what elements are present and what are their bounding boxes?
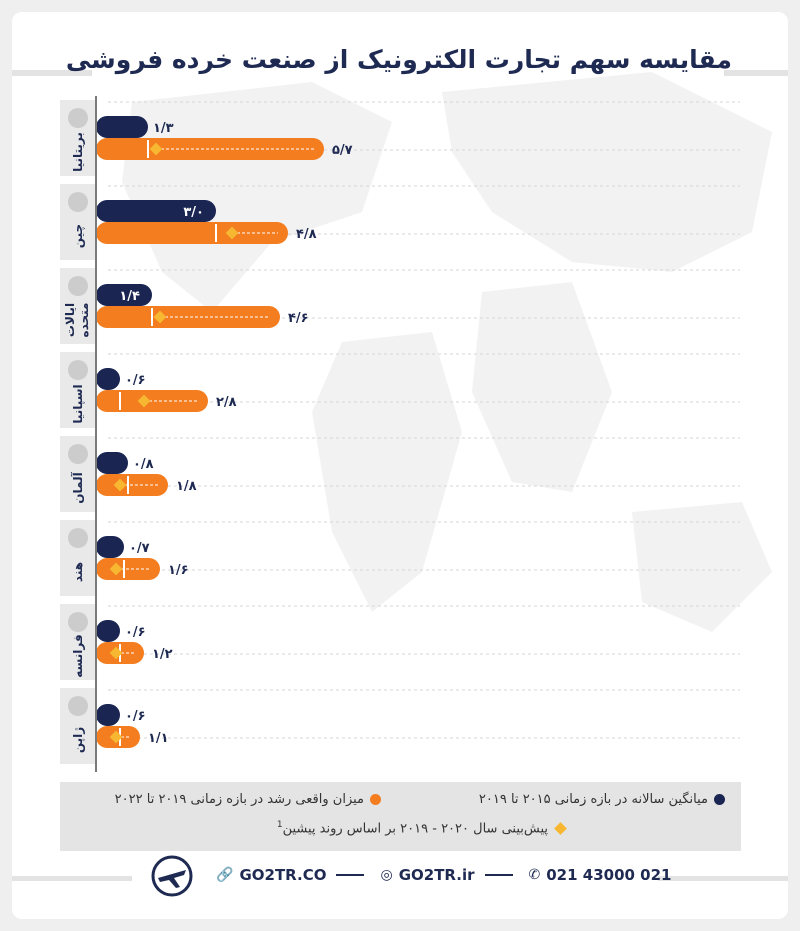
navy-bar-label: ۱/۳ [153, 121, 174, 136]
legend-item-actual-growth [115, 792, 381, 807]
infographic-card [12, 12, 788, 919]
link-icon: 🔗 [216, 867, 234, 883]
chart-title: مقایسه سهم تجارت الکترونیک از صنعت خرده فروشی [65, 45, 732, 74]
legend-label-actual-growth: میزان واقعی رشد در بازه زمانی ۲۰۱۹ تا ۲۰۲۲ [114, 792, 364, 807]
footer-contacts [210, 860, 672, 890]
orange-bar-label: ۴/۸ [296, 227, 317, 242]
navy-bar-label: ۰/۷ [129, 541, 150, 556]
orange-bar-label: ۴/۶ [288, 311, 309, 326]
china-flag-icon [68, 192, 88, 212]
footer-phone[interactable]: 021 43000 021 [546, 866, 672, 884]
legend-label-annual-average: میانگین سالانه در بازه زمانی ۲۰۱۵ تا ۲۰۱۹ [478, 792, 708, 807]
footer-site-ir[interactable]: GO2TR.ir [398, 866, 475, 884]
bar-chart [12, 12, 788, 782]
navy-bar-label: ۰/۶ [125, 625, 146, 640]
orange-bar-label: ۵/۷ [332, 143, 353, 158]
navy-bar [96, 452, 128, 474]
category-label: چین [71, 223, 85, 249]
navy-bar-label: ۱/۴ [119, 289, 140, 304]
orange-bar-label: ۱/۸ [176, 479, 197, 494]
orange-bar-label: ۱/۲ [152, 647, 173, 662]
orange-bar [96, 138, 324, 160]
legend-orange-dot [370, 794, 381, 805]
footer-site-co[interactable]: GO2TR.CO [239, 866, 327, 884]
japan-flag-icon [68, 696, 88, 716]
navy-bar [96, 116, 148, 138]
navy-bar [96, 620, 120, 642]
category-label: ژاپن [71, 726, 85, 754]
legend-forecast-diamond [554, 822, 567, 835]
category-label: بریتانیا [71, 132, 85, 172]
france-flag-icon [68, 612, 88, 632]
legend-navy-dot [714, 794, 725, 805]
india-flag-icon [68, 528, 88, 548]
legend-label-forecast: پیش‌بینی سال ۲۰۲۰ - ۲۰۱۹ بر اساس روند پیشین [282, 821, 548, 837]
category-label: آلمان [71, 472, 85, 504]
footer-separator [485, 874, 513, 876]
orange-bar-label: ۲/۸ [216, 395, 237, 410]
germany-flag-icon [68, 444, 88, 464]
legend-item-forecast [277, 820, 565, 836]
navy-bar-label: ۳/۰ [183, 205, 204, 220]
navy-bar-label: ۰/۶ [125, 709, 146, 724]
navy-bar [96, 368, 120, 390]
legend [60, 782, 741, 851]
orange-bar-label: ۱/۶ [168, 563, 189, 578]
orange-bar-label: ۱/۱ [148, 731, 169, 746]
uk-flag-icon [68, 108, 88, 128]
category-label: هند [71, 561, 85, 583]
navy-bar [96, 704, 120, 726]
usa-flag-icon [68, 276, 88, 296]
instagram-icon: ◎ [380, 867, 393, 883]
phone-icon: ✆ [528, 867, 541, 883]
category-label: فرانسه [71, 634, 85, 678]
spain-flag-icon [68, 360, 88, 380]
legend-item-annual-average [479, 792, 725, 807]
navy-bar-label: ۰/۶ [125, 373, 146, 388]
go2tr-logo-icon [150, 854, 194, 898]
footer-separator [336, 874, 364, 876]
footer-line-left [12, 876, 132, 881]
footer-line-right [658, 876, 788, 881]
navy-bar-label: ۰/۸ [133, 457, 154, 472]
legend-footnote: 1 [276, 820, 283, 830]
category-label: اسپانیا [71, 384, 85, 424]
category-label: ایالاتمتحده [63, 302, 91, 338]
navy-bar [96, 536, 124, 558]
